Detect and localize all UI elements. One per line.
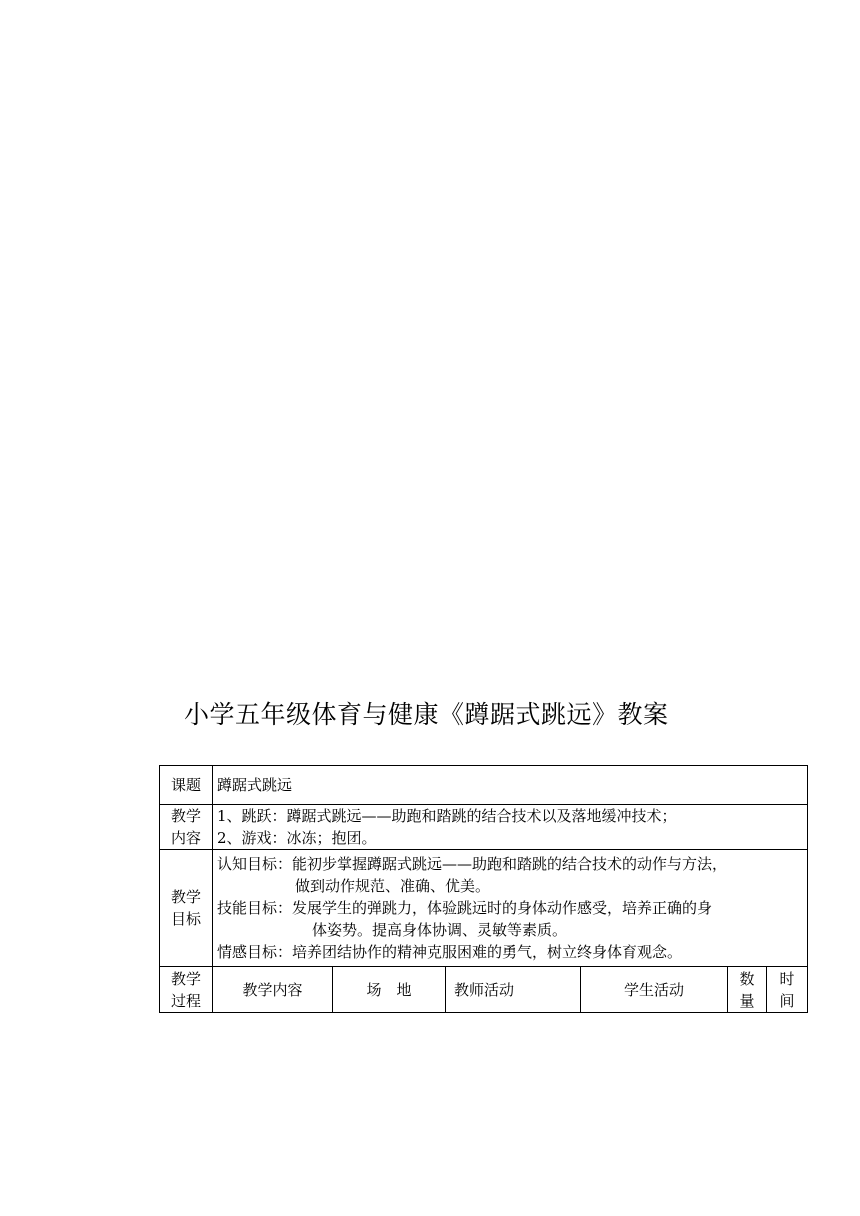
- process-header-row: [160, 967, 808, 1013]
- content-line-1: 1、跳跃：蹲踞式跳远——助跑和踏跳的结合技术以及落地缓冲技术；: [217, 807, 677, 825]
- content-line-2: 2、游戏：冰冻；抱团。: [217, 829, 377, 847]
- page-title: 小学五年级体育与健康《蹲踞式跳远》教案: [184, 700, 669, 729]
- header-time: 时 间: [767, 967, 808, 1013]
- cognitive-goal-line-1: 认知目标：能初步掌握蹲踞式跳远——助跑和踏跳的结合技术的动作与方法，: [217, 855, 728, 873]
- emotional-goal-line: 情感目标：培养团结协作的精神克服困难的勇气，树立终身体育观念。: [217, 943, 683, 961]
- header-student-activity: 学生活动: [581, 967, 728, 1013]
- lesson-plan-table: [159, 765, 808, 1013]
- cognitive-goal-line-2: 做到动作规范、准确、优美。: [295, 877, 491, 895]
- header-quantity: 数 量: [728, 967, 767, 1013]
- topic-label: 课题: [160, 766, 213, 805]
- goals-label: 教学 目标: [160, 850, 213, 967]
- skill-goal-line-2: 体姿势。提高身体协调、灵敏等素质。: [312, 921, 568, 939]
- header-venue: 场 地: [333, 967, 446, 1013]
- goals-value: [213, 850, 808, 967]
- topic-row: [160, 766, 808, 805]
- process-label: 教学 过程: [160, 967, 213, 1013]
- topic-value: 蹲踞式跳远: [213, 766, 808, 805]
- header-teacher-activity: 教师活动: [446, 967, 581, 1013]
- content-row: [160, 805, 808, 850]
- header-teaching-content: 教学内容: [213, 967, 333, 1013]
- content-value: [213, 805, 808, 850]
- skill-goal-line-1: 技能目标：发展学生的弹跳力，体验跳远时的身体动作感受，培养正确的身: [217, 899, 713, 917]
- goals-row: [160, 850, 808, 967]
- content-label: 教学 内容: [160, 805, 213, 850]
